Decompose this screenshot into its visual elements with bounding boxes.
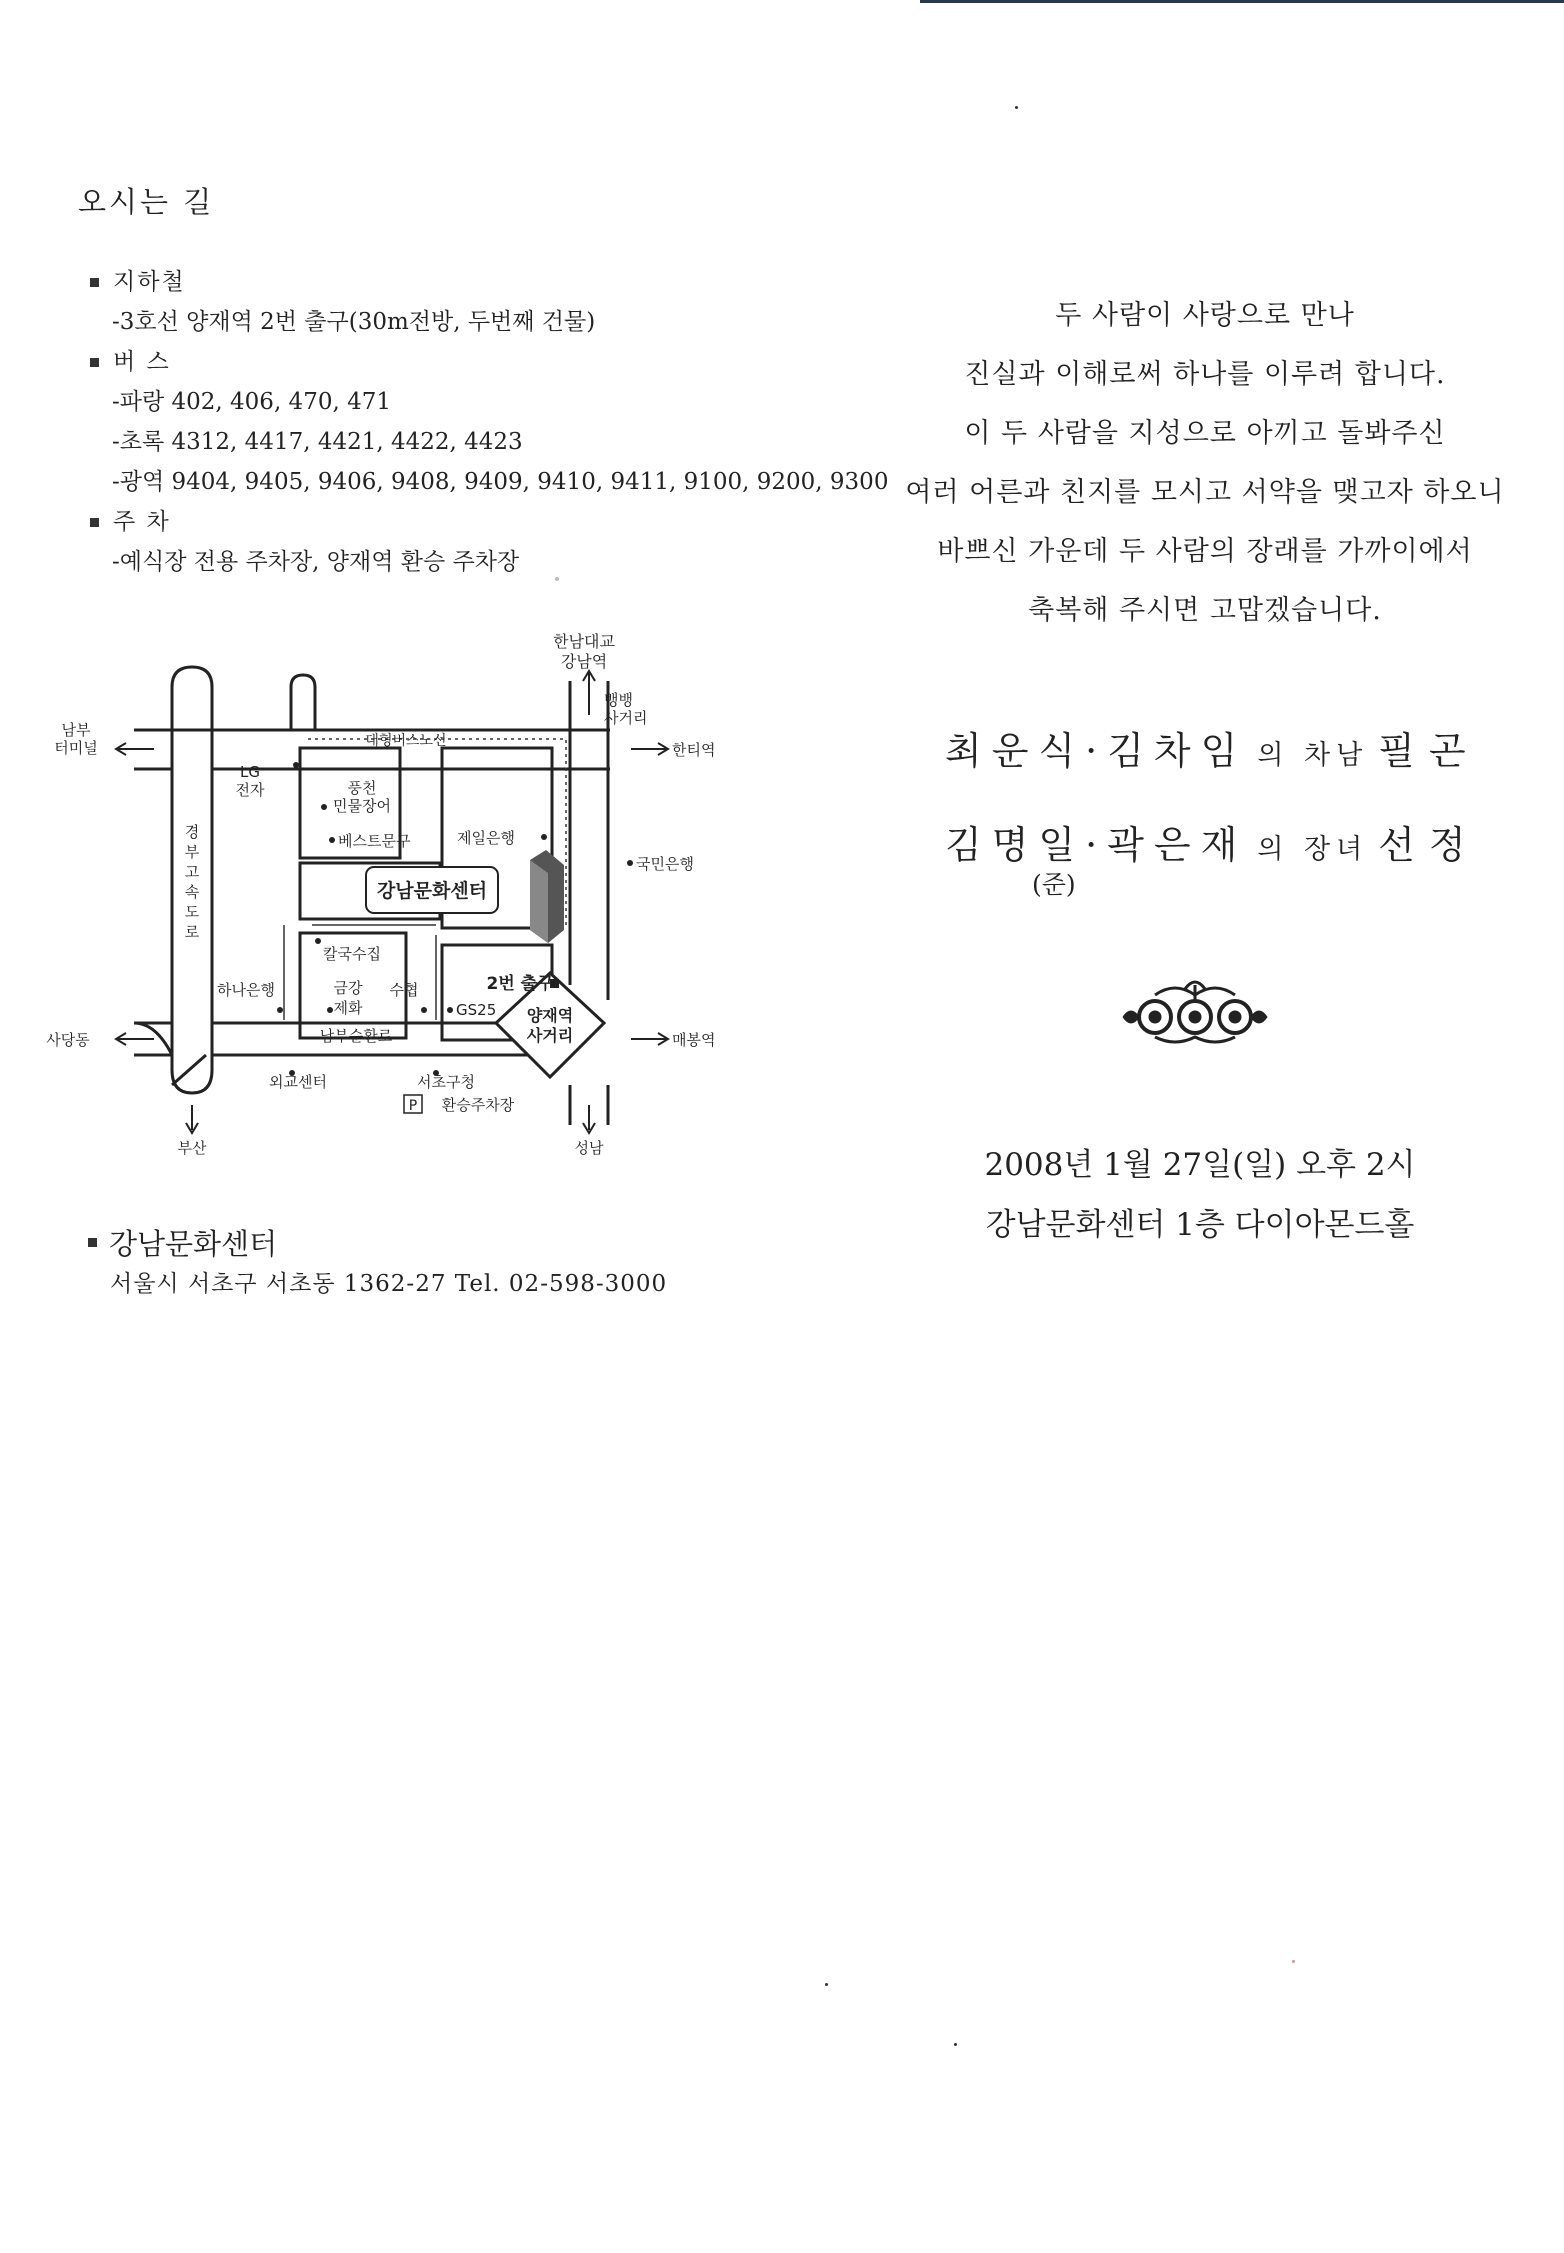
map-label-sadang: 사당동 xyxy=(46,1031,90,1049)
building-icon xyxy=(530,850,564,943)
message-line: 진실과 이해로써 하나를 이루려 합니다. xyxy=(964,359,1446,390)
map-label-nambu-2: 터미널 xyxy=(54,739,98,757)
groom-relation: 의 차남 xyxy=(1257,740,1369,771)
map-label-venue: 강남문화센터 xyxy=(376,880,488,902)
message-line: 이 두 사람을 지성으로 아끼고 돌봐주신 xyxy=(964,418,1446,449)
map-label-kookmin: 국민은행 xyxy=(636,855,694,873)
map-label-gyeongbu-5: 도 xyxy=(184,903,200,921)
bride-relation: 의 장녀 xyxy=(1257,834,1369,865)
map-label-bbangbbang-1: 뱅뱅 xyxy=(604,691,633,709)
subway-line: -3호선 양재역 2번 출구(30m전방, 두번째 건물) xyxy=(112,309,596,335)
square-bullet-icon xyxy=(90,278,99,287)
scan-speck xyxy=(1015,106,1018,109)
map-label-busan: 부산 xyxy=(177,1139,207,1157)
map-label-geumgang-1: 금강 xyxy=(333,979,363,997)
directions-title: 오시는 길 xyxy=(78,185,215,219)
map-label-hanti: 한티역 xyxy=(672,741,716,759)
map-label-maebong: 매봉역 xyxy=(672,1031,716,1049)
invitation-message xyxy=(880,286,1530,640)
map-label-pungcheon-2: 민물장어 xyxy=(333,797,391,815)
map-label-seocho-office: 서초구청 xyxy=(417,1073,475,1091)
map-label-gyeongbu-4: 속 xyxy=(184,883,200,901)
scan-speck xyxy=(825,1983,828,1986)
message-line: 축복해 주시면 고맙겠습니다. xyxy=(1028,595,1382,626)
event-details xyxy=(920,1135,1480,1255)
map-label-suhyup: 수협 xyxy=(389,981,419,999)
map-label-bbangbbang-2: 사거리 xyxy=(604,709,648,727)
map-label-nambu-ring: 남부순환로 xyxy=(319,1027,393,1045)
subway-heading: 지하철 xyxy=(90,262,750,302)
bride-family xyxy=(945,814,1525,869)
square-bullet-icon xyxy=(88,1238,97,1247)
bride-parent-note: (준) xyxy=(1032,870,1076,899)
map-label-gyeongbu-3: 고 xyxy=(184,863,200,881)
map-label-seongnam: 성남 xyxy=(574,1139,604,1157)
message-line: 바쁘신 가운데 두 사람의 장래를 가까이에서 xyxy=(937,536,1473,567)
venue-name: 강남문화센터 xyxy=(88,1222,277,1263)
map-label-nambu-1: 남부 xyxy=(61,721,91,739)
bus-line-express: -광역 9404, 9405, 9406, 9408, 9409, 9410, 9411, 9100, 9200, 9300 xyxy=(112,469,889,495)
map-label-geumgang-2: 제화 xyxy=(333,999,363,1017)
message-line: 두 사람이 사랑으로 만나 xyxy=(1055,300,1355,331)
location-map xyxy=(36,625,736,1180)
event-datetime: 2008년 1월 27일(일) 오후 2시 xyxy=(984,1147,1416,1183)
map-label-gyeongbu-2: 부 xyxy=(184,843,200,861)
venue-address: 서울시 서초구 서초동 1362-27 Tel. 02-598-3000 xyxy=(110,1271,668,1297)
map-label-pungcheon-1: 풍천 xyxy=(347,779,377,797)
map-label-gangnam: 강남역 xyxy=(560,652,608,671)
square-bullet-icon xyxy=(90,518,99,527)
map-label-lg-2: 전자 xyxy=(235,781,265,799)
map-label-kalguksu: 칼국수집 xyxy=(323,945,381,963)
scan-speck xyxy=(1292,1960,1295,1963)
event-location: 강남문화센터 1층 다이아몬드홀 xyxy=(985,1207,1415,1243)
bride-name: 선정 xyxy=(1378,823,1480,867)
map-label-bus-lane: 대형버스노선 xyxy=(365,733,447,749)
square-bullet-icon xyxy=(90,358,99,367)
map-label-gs25: GS25 xyxy=(456,1001,497,1019)
floral-ornament-icon xyxy=(1115,975,1275,1047)
bus-line-blue: -파랑 402, 406, 470, 471 xyxy=(112,389,391,415)
parking-line: -예식장 전용 주차장, 양재역 환승 주차장 xyxy=(112,549,520,575)
bus-line-green: -초록 4312, 4417, 4421, 4422, 4423 xyxy=(112,429,523,455)
map-label-parking-mark: P xyxy=(408,1098,418,1114)
parking-heading: 주 차 xyxy=(90,502,750,542)
map-label-gyeongbu-6: 로 xyxy=(184,923,200,941)
map-drawing xyxy=(36,625,736,1180)
groom-parents: 최운식·김차임 xyxy=(945,729,1248,773)
map-label-hannam: 한남대교 xyxy=(553,632,615,651)
message-line: 여러 어른과 친지를 모시고 서약을 맺고자 하오니 xyxy=(905,477,1505,508)
directions-list xyxy=(90,262,889,582)
map-label-lg-1: LG xyxy=(240,763,260,781)
map-label-jeil: 제일은행 xyxy=(457,829,515,847)
map-label-yangjae-1: 양재역 xyxy=(526,1006,574,1025)
map-label-hana: 하나은행 xyxy=(217,981,275,999)
map-label-best: 베스트문구 xyxy=(338,832,411,850)
scan-speck xyxy=(555,577,559,581)
groom-family xyxy=(945,720,1525,775)
map-label-gyeongbu-1: 경 xyxy=(184,823,200,841)
scan-speck xyxy=(954,2043,957,2046)
map-label-yangjae-2: 사거리 xyxy=(526,1026,574,1045)
groom-name: 필곤 xyxy=(1378,729,1480,773)
bus-heading: 버 스 xyxy=(90,342,750,382)
bride-parents: 김명일·곽은재 xyxy=(945,823,1248,867)
map-label-exit2: 2번 출구 xyxy=(486,974,554,994)
map-label-foreign-center: 외교센터 xyxy=(269,1073,327,1091)
top-edge-line xyxy=(920,0,1564,3)
map-label-transfer-parking: 환승주차장 xyxy=(441,1096,515,1114)
